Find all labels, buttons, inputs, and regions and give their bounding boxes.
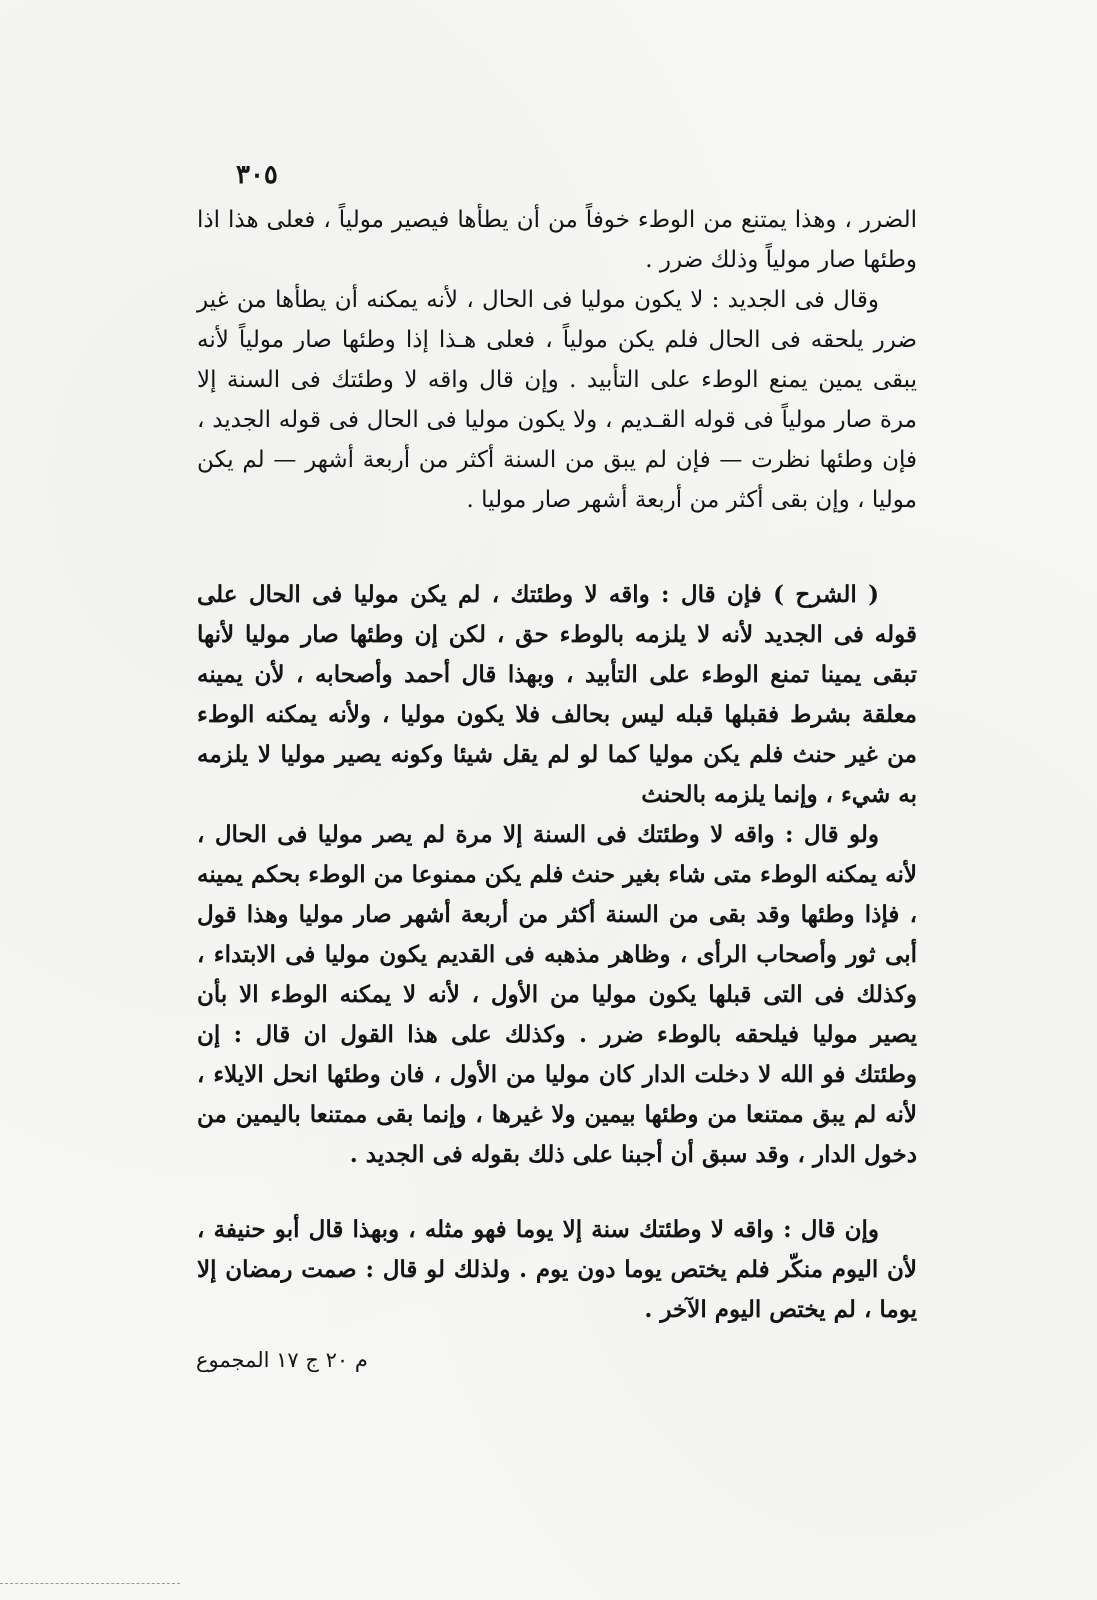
page-number: ٣٠٥: [236, 160, 278, 190]
paragraph: وإن قال : واقه لا وطئتك سنة إلا يوما فهو مثله ، وبهذا قال أبو حنيفة ، لأن اليوم منكّر فلم يختص يوما دون يوم . ولذلك لو قال : صمت رمضان إلا يوما ، لم يختص اليوم الآخر .: [197, 1216, 917, 1323]
paragraph: الضرر ، وهذا يمتنع من الوطء خوفاً من أن يطأها فيصير مولياً ، فعلى هذا اذا وطئها صار مولياً وذلك ضرر .: [197, 207, 917, 273]
paragraph: وقال فى الجديد : لا يكون موليا فى الحال ، لأنه يمكنه أن يطأها من غير ضرر يلحقه فى الحال فلم يكن مولياً ، فعلى هـذا إذا وطئها صار مولياً لأنه يبقى يمين يمنع الوطء على التأبيد . وإن قال واقه لا وطئتك فى السنة إلا مرة صار مولياً فى قوله القـديم ، ولا يكون موليا فى الحال فى قوله الجديد ، فإن وطئها نظرت — فإن لم يبق من السنة أكثر من أربعة أشهر — لم يكن موليا ، وإن بقى أكثر من أربعة أشهر صار موليا .: [197, 287, 917, 513]
text-block-matn: [197, 200, 917, 520]
paragraph: ( الشرح ) فإن قال : واقه لا وطئتك ، لم يكن موليا فى الحال على قوله فى الجديد لأنه لا يلزمه بالوطء حق ، لكن إن وطئها صار موليا لأنها تبقى يمينا تمنع الوطء على التأبيد ، وبهذا قال أحمد وأصحابه ، لأن يمينه معلقة بشرط فقبلها قبله ليس بحالف فلا يكون موليا ، ولأنه يمكنه الوطء من غير حنث فلم يكن موليا كما لو لم يقل شيئا وكونه يصير موليا لا يلزمه به شيء ، وإنما يلزمه بالحنث: [197, 581, 917, 808]
footer-signature: م ٢٠ ج ١٧ المجموع: [196, 1348, 368, 1372]
text-block-final: [197, 1210, 917, 1330]
paragraph: ولو قال : واقه لا وطئتك فى السنة إلا مرة لم يصر موليا فى الحال ، لأنه يمكنه الوطء متى شاء بغير حنث فلم يكن ممنوعا من الوطء بحكم يمينه ، فإذا وطئها وقد بقى من السنة أكثر من أربعة أشهر صار موليا وهذا قول أبى ثور وأصحاب الرأى ، وظاهر مذهبه فى القديم يكون موليا فى الابتداء ، وكذلك فى التى قبلها يكون موليا من الأول ، لأنه لا يمكنه الوطء الا بأن يصير موليا فيلحقه بالوطء ضرر . وكذلك على هذا القول ان قال : إن وطئتك فو الله لا دخلت الدار كان موليا من الأول ، فان وطئها انحل الايلاء ، لأنه لم يبق ممتنعا من وطئها بيمين ولا غيرها ، وإنما بقى ممتنعا باليمين من دخول الدار ، وقد سبق أن أجبنا على ذلك بقوله فى الجديد .: [197, 821, 917, 1168]
scan-edge-line: [0, 1583, 180, 1584]
text-block-sharh: [197, 575, 917, 1175]
